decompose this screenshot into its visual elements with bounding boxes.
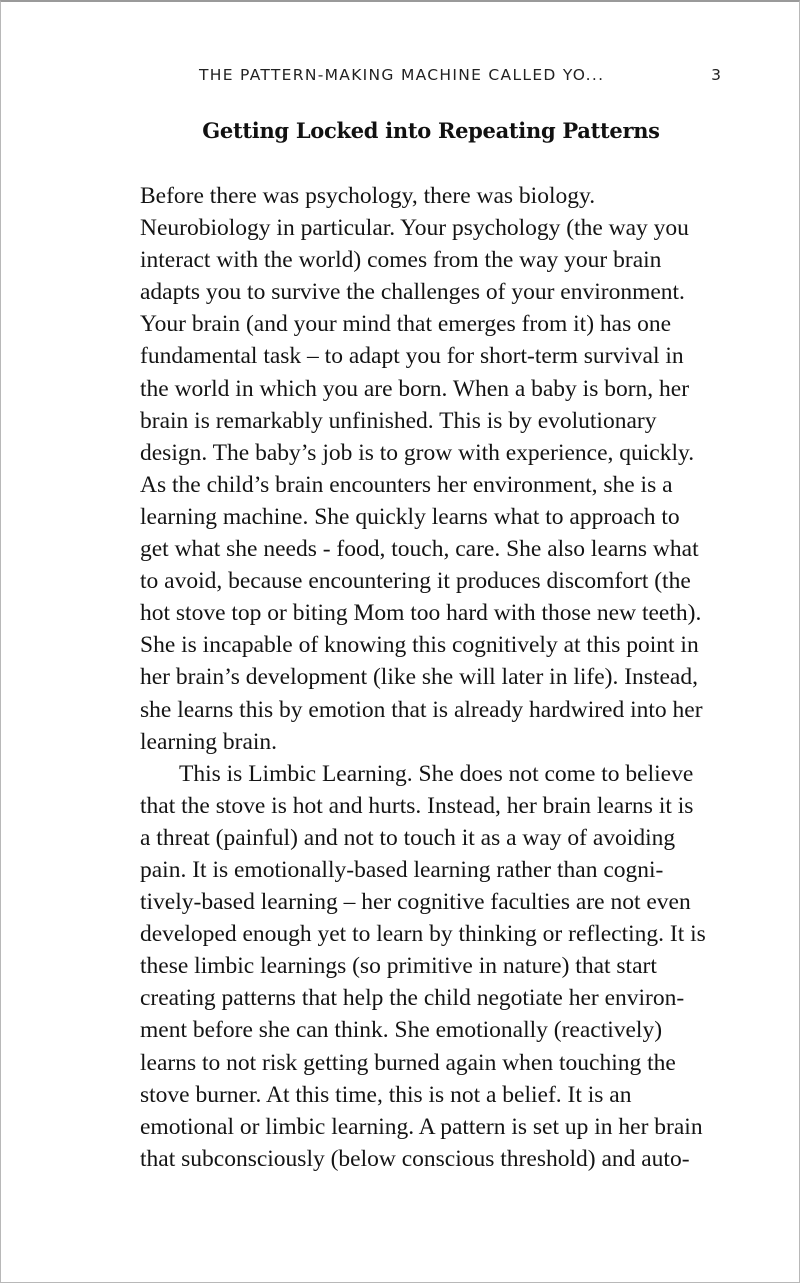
text-line: design. The baby’s job is to grow with experience, quickly. (140, 439, 695, 466)
text-line: get what she needs - food, touch, care. She also learns what (140, 536, 699, 563)
text-line: creating patterns that help the child negotiate her environ- (140, 985, 685, 1012)
text-line: developed enough yet to learn by thinking or reflecting. It is (140, 921, 706, 948)
section-title: Getting Locked into Repeating Patterns (202, 118, 660, 143)
text-line: Neurobiology in particular. Your psychology (the way you (140, 215, 689, 242)
text-line: interact with the world) comes from the way your brain (140, 247, 662, 274)
text-line: This is Limbic Learning. She does not come to believe (179, 760, 694, 787)
text-line: she learns this by emotion that is already hardwired into her (140, 696, 703, 723)
text-line: ment before she can think. She emotionally (reactively) (140, 1017, 663, 1044)
paragraph (140, 758, 740, 1175)
text-line: learns to not risk getting burned again when touching the (140, 1049, 676, 1076)
text-line: pain. It is emotionally-based learning rather than cogni- (140, 856, 664, 883)
paragraph (140, 180, 740, 758)
text-line: learning brain. (140, 728, 278, 755)
running-title: THE PATTERN-MAKING MACHINE CALLED YO... (199, 66, 605, 84)
text-line: a threat (painful) and not to touch it as a way of avoiding (140, 824, 676, 851)
text-line: fundamental task – to adapt you for short-term survival in (140, 343, 684, 370)
text-line: Your brain (and your mind that emerges from it) has one (140, 311, 672, 338)
body-text (140, 180, 740, 1175)
text-line: hot stove top or biting Mom too hard with those new teeth). (140, 600, 702, 627)
text-line: Before there was psychology, there was biology. (140, 183, 596, 209)
text-line: the world in which you are born. When a baby is born, her (140, 375, 690, 402)
text-line: to avoid, because encountering it produces discomfort (the (140, 568, 691, 595)
page-number: 3 (711, 66, 721, 84)
text-line: that the stove is hot and hurts. Instead, her brain learns it is (140, 792, 694, 819)
text-line: stove burner. At this time, this is not a belief. It is an (140, 1081, 632, 1108)
text-line: She is incapable of knowing this cognitively at this point in (140, 632, 699, 659)
text-line: that subconsciously (below conscious threshold) and auto- (140, 1145, 690, 1172)
text-line: adapts you to survive the challenges of your environment. (140, 279, 685, 306)
text-line: these limbic learnings (so primitive in nature) that start (140, 953, 657, 980)
text-line: tively-based learning – her cognitive faculties are not even (140, 889, 691, 916)
text-line: emotional or limbic learning. A pattern is set up in her brain (140, 1113, 703, 1140)
text-line: brain is remarkably unfinished. This is by evolutionary (140, 407, 657, 434)
text-line: learning machine. She quickly learns what to approach to (140, 503, 680, 530)
text-line: her brain’s development (like she will later in life). Instead, (140, 664, 698, 691)
text-line: As the child’s brain encounters her environment, she is a (140, 471, 673, 498)
running-header (199, 66, 721, 88)
